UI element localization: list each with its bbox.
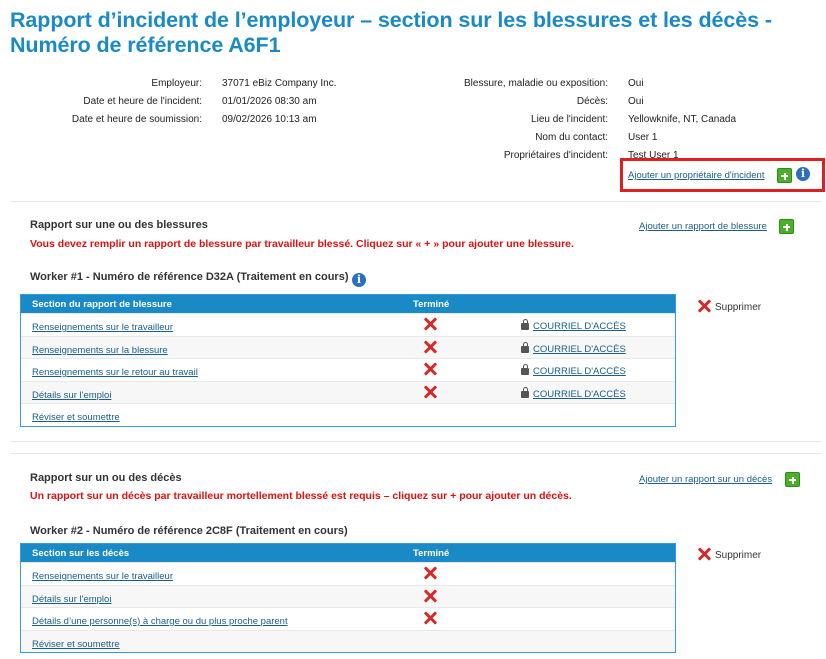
- injury-exposure-label: Blessure, maladie ou exposition:: [464, 78, 608, 89]
- table-row: [21, 336, 675, 359]
- worker-info-link[interactable]: Renseignements sur le travailleur: [32, 322, 173, 333]
- death-table-header: [21, 544, 675, 562]
- table-row: [21, 562, 675, 585]
- col-done: Terminé: [413, 548, 450, 559]
- injury-info-link[interactable]: Renseignements sur la blessure: [32, 344, 168, 356]
- delete-label: Supprimer: [715, 302, 762, 313]
- not-done-icon: [423, 589, 437, 603]
- access-email-link[interactable]: COURRIEL D'ACCÈS: [533, 321, 626, 332]
- contact-name-value: User 1: [628, 132, 658, 143]
- not-done-icon: [423, 385, 437, 399]
- divider: [10, 201, 822, 202]
- page-title-line2: Numéro de référence A6F1: [10, 33, 281, 57]
- table-row: [21, 630, 675, 653]
- access-email-cell[interactable]: [521, 344, 626, 355]
- injury-table-header: [21, 295, 675, 313]
- injury-table: [20, 294, 676, 427]
- col-section: Section sur les décès: [32, 548, 130, 559]
- review-submit-link[interactable]: Réviser et soumettre: [32, 638, 120, 650]
- access-email-cell[interactable]: [521, 389, 626, 400]
- table-row: [21, 313, 675, 336]
- incident-location-value: Yellowknife, NT, Canada: [628, 114, 737, 125]
- incident-owners-label: Propriétaires d'incident:: [503, 150, 608, 161]
- delete-worker2-button[interactable]: [697, 547, 761, 561]
- add-owner-info-icon[interactable]: i: [796, 167, 810, 181]
- lock-icon: [521, 346, 529, 353]
- access-email-link[interactable]: COURRIEL D'ACCÈS: [533, 343, 626, 355]
- return-to-work-link[interactable]: Renseignements sur le retour au travail: [32, 367, 198, 378]
- table-row: [21, 358, 675, 381]
- employer-value: 37071 eBiz Company Inc.: [222, 78, 337, 89]
- divider: [10, 441, 822, 442]
- add-death-report-link[interactable]: Ajouter un rapport sur un décès: [639, 474, 773, 485]
- page-title: [10, 8, 820, 58]
- table-row: [21, 607, 675, 630]
- worker1-heading-text: Worker #1 - Numéro de référence D32A (Traitement en cours): [30, 271, 349, 283]
- contact-name-label: Nom du contact:: [535, 132, 608, 143]
- lock-icon: [521, 391, 529, 398]
- access-email-link[interactable]: COURRIEL D'ACCÈS: [533, 388, 626, 400]
- table-row: [21, 381, 675, 404]
- lock-icon: [521, 368, 529, 375]
- add-injury-report-link[interactable]: Ajouter un rapport de blessure: [639, 221, 767, 232]
- employment-details-link[interactable]: Détails sur l'emploi: [32, 593, 112, 605]
- incident-datetime-value: 01/01/2026 08:30 am: [222, 96, 317, 107]
- add-incident-owner-link[interactable]: Ajouter un propriétaire d'incident: [628, 170, 765, 181]
- employer-label: Employeur:: [151, 78, 202, 89]
- submission-datetime-label: Date et heure de soumission:: [71, 114, 202, 125]
- worker1-info-icon[interactable]: i: [352, 273, 366, 287]
- incident-location-label: Lieu de l'incident:: [531, 114, 608, 125]
- injury-exposure-value: Oui: [628, 78, 644, 89]
- col-done: Terminé: [413, 299, 450, 310]
- not-done-icon: [423, 566, 437, 580]
- table-row: [21, 403, 675, 426]
- injury-warning: Vous devez remplir un rapport de blessure par travailleur blessé. Cliquez sur « + » pour ajouter une blessure.: [30, 238, 574, 250]
- delete-label: Supprimer: [715, 550, 762, 561]
- death-table: [20, 543, 676, 653]
- not-done-icon: [423, 317, 437, 331]
- dependents-link[interactable]: Détails d’une personne(s) à charge ou du plus proche parent: [32, 616, 288, 627]
- delete-icon: [697, 547, 711, 561]
- incident-owners-value: Test User 1: [628, 150, 679, 161]
- access-email-link[interactable]: COURRIEL D'ACCÈS: [533, 366, 626, 377]
- table-row: [21, 585, 675, 608]
- add-injury-plus-icon[interactable]: [779, 219, 794, 234]
- death-warning: Un rapport sur un décès par travailleur mortellement blessé est requis – cliquez sur + pour ajouter un décès.: [30, 490, 572, 502]
- worker-info-link[interactable]: Renseignements sur le travailleur: [32, 571, 173, 582]
- divider: [10, 453, 822, 454]
- add-death-plus-icon[interactable]: [785, 472, 800, 487]
- incident-datetime-label: Date et heure de l'incident:: [83, 96, 202, 107]
- submission-datetime-value: 09/02/2026 10:13 am: [222, 114, 317, 125]
- access-email-cell[interactable]: [521, 321, 626, 332]
- add-owner-plus-icon[interactable]: [777, 168, 792, 183]
- col-section: Section du rapport de blessure: [32, 299, 172, 310]
- not-done-icon: [423, 340, 437, 354]
- death-value: Oui: [628, 96, 644, 107]
- page-title-line1: Rapport d’incident de l’employeur – section sur les blessures et les décès -: [10, 8, 772, 32]
- not-done-icon: [423, 611, 437, 625]
- not-done-icon: [423, 362, 437, 376]
- death-label: Décès:: [576, 96, 608, 107]
- death-section-heading: Rapport sur un ou des décès: [30, 472, 182, 484]
- access-email-cell[interactable]: [521, 366, 626, 377]
- lock-icon: [521, 323, 529, 330]
- worker1-heading: [30, 271, 349, 283]
- review-submit-link[interactable]: Réviser et soumettre: [32, 412, 120, 423]
- delete-icon: [697, 299, 711, 313]
- employment-details-link[interactable]: Détails sur l'emploi: [32, 389, 112, 401]
- worker2-heading: Worker #2 - Numéro de référence 2C8F (Traitement en cours): [30, 525, 348, 537]
- delete-worker1-button[interactable]: [697, 299, 761, 313]
- injury-section-heading: Rapport sur une ou des blessures: [30, 219, 208, 231]
